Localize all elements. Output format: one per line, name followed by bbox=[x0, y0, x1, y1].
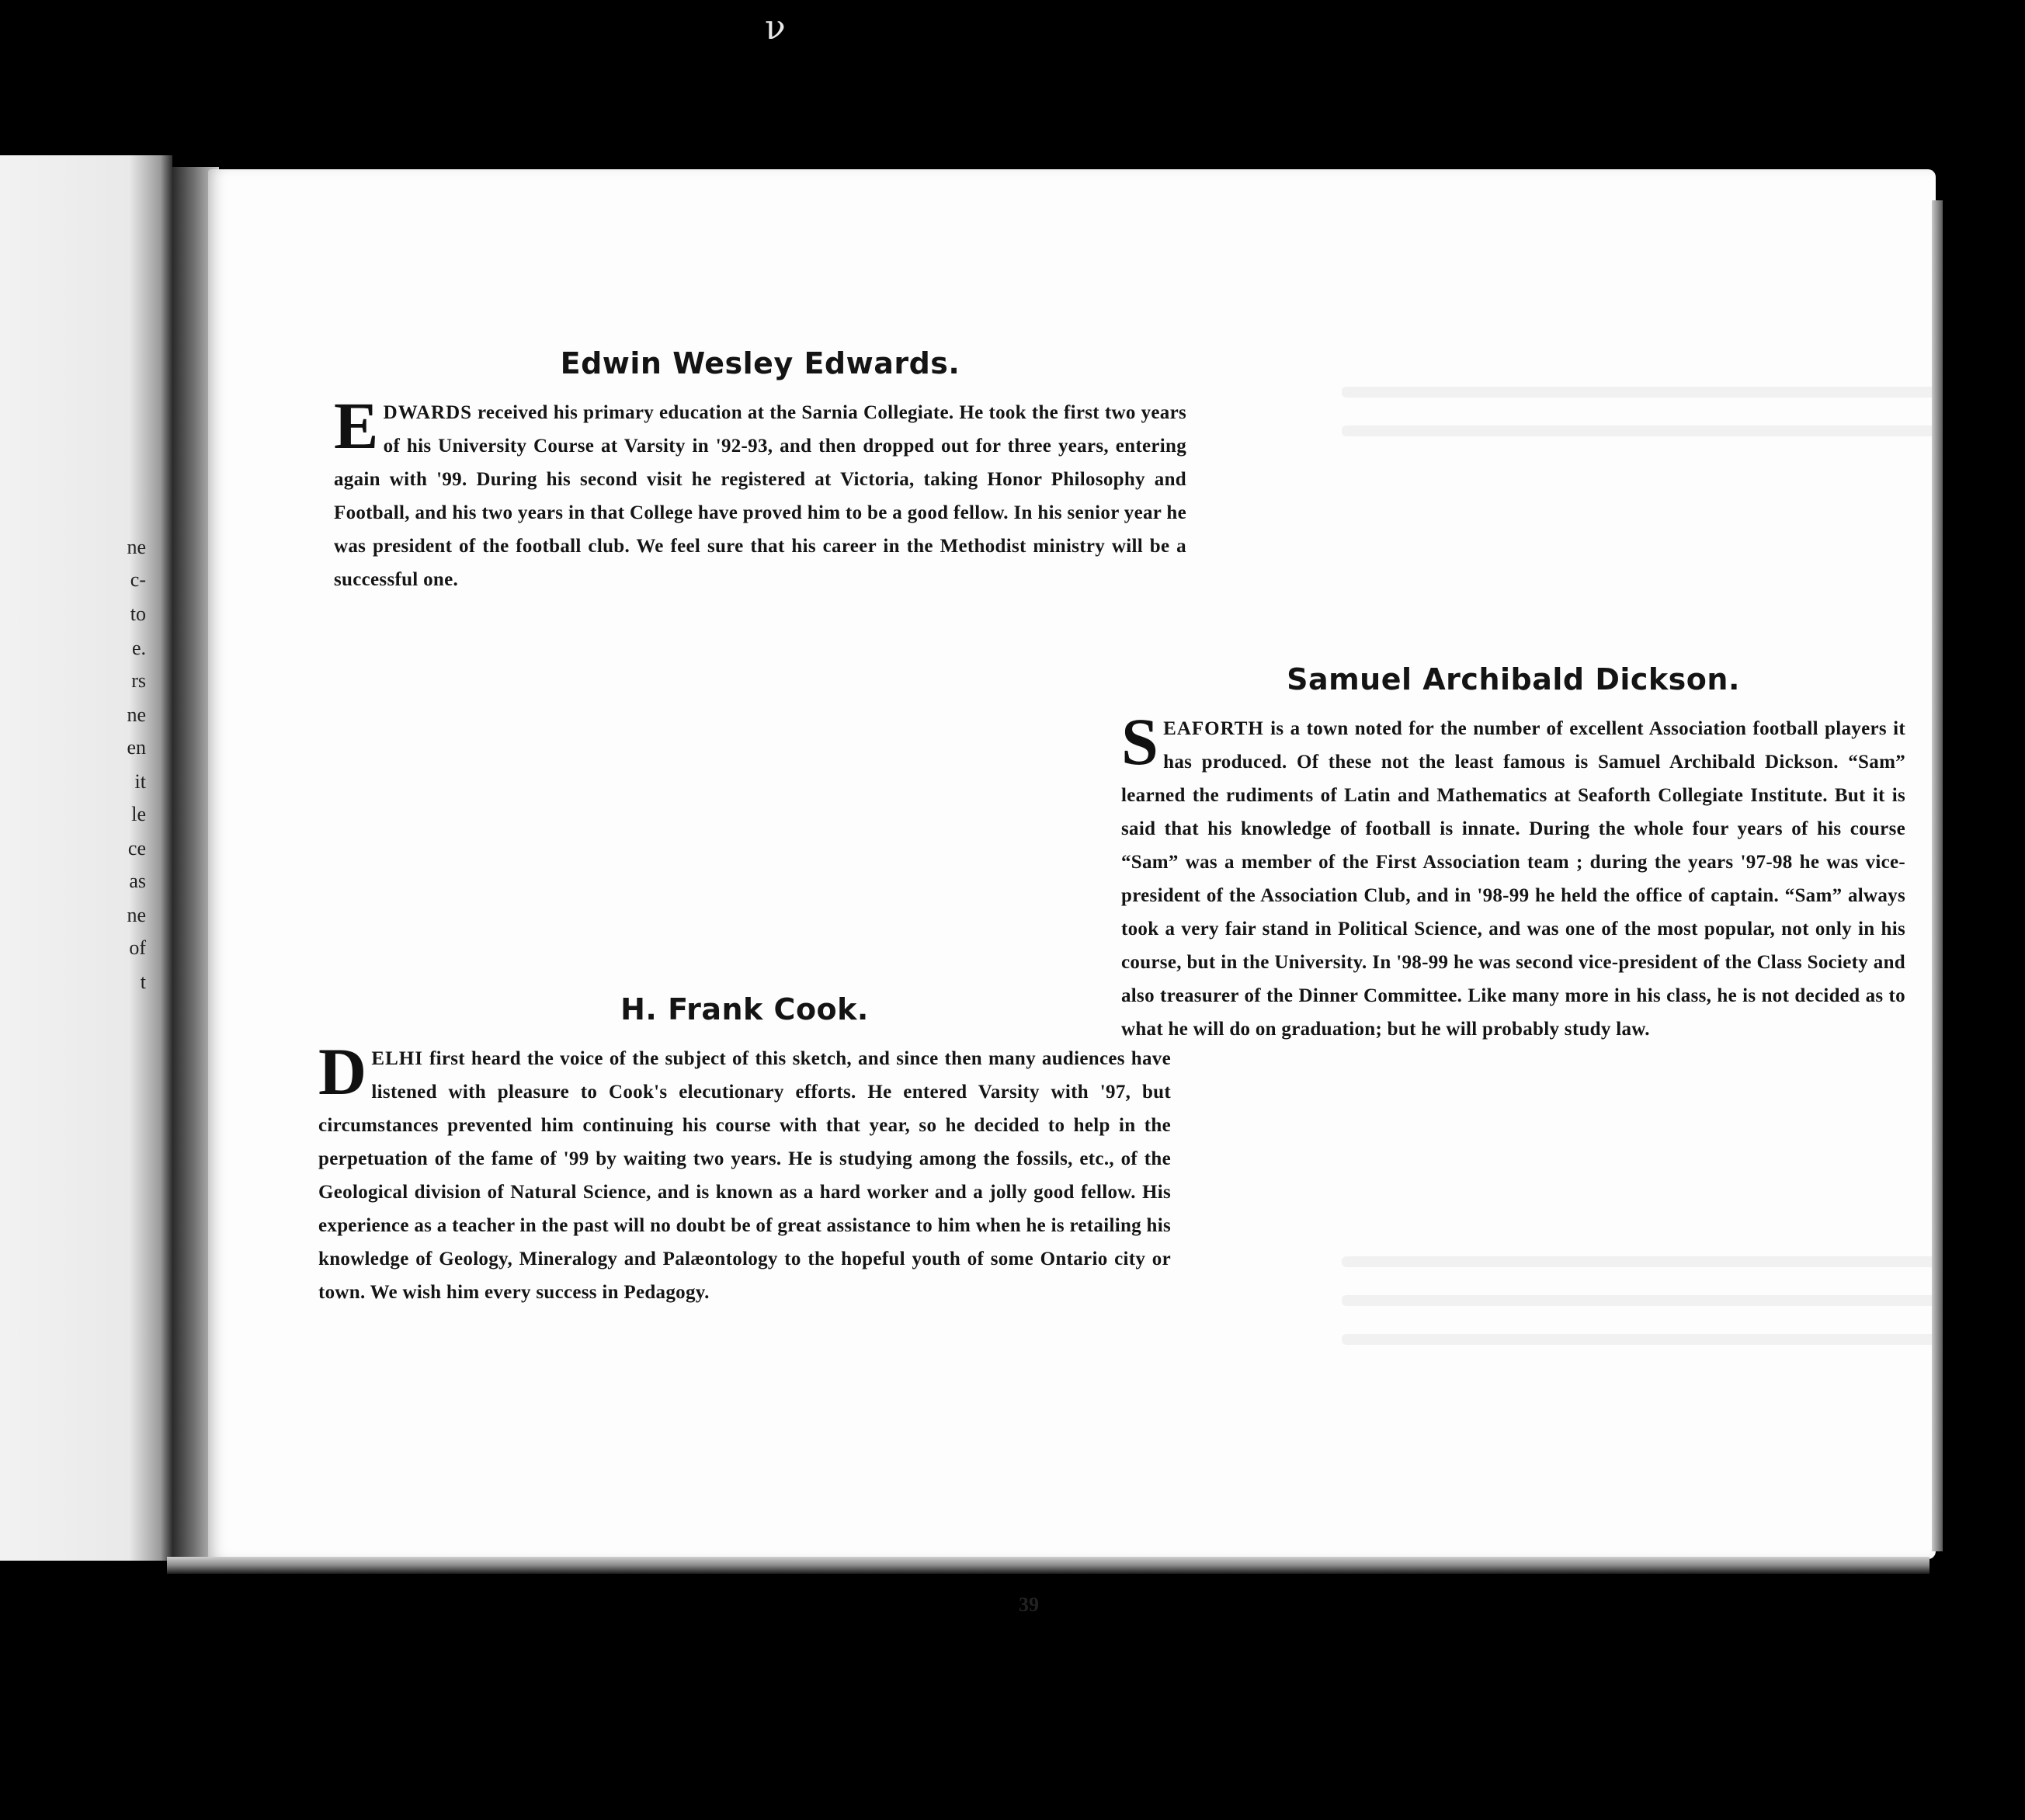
bleed-through bbox=[1342, 425, 1936, 436]
bleed-through bbox=[1342, 1256, 1936, 1267]
page-bottom-edge bbox=[167, 1557, 1929, 1574]
left-page-fragment: ne bbox=[127, 703, 146, 726]
left-page-fragment: le bbox=[131, 803, 146, 825]
article-title: Edwin Wesley Edwards. bbox=[560, 346, 960, 380]
left-page-edge bbox=[0, 155, 172, 1561]
left-page-fragment: e. bbox=[131, 637, 146, 659]
article-edwards bbox=[334, 346, 1186, 596]
page-right-edge bbox=[1932, 200, 1943, 1551]
left-page-fragment: to bbox=[130, 603, 146, 625]
page-number: 39 bbox=[1019, 1593, 1039, 1616]
drop-cap: D bbox=[318, 1034, 367, 1109]
article-text: received his primary education at the Sarnia Collegiate. He took the first two years of his University Course at Varsity in '92-93, and then dropped out for three years, entering again with '99. During his second visit he registered at Victoria, taking Honor Philosophy and Football, and his two years in that College have proved him to be a good fellow. In his senior year he was president of the football club. We feel sure that his career in the Methodist ministry will be a successful one. bbox=[334, 402, 1186, 590]
scan-artifact: ν bbox=[765, 8, 786, 47]
left-page-fragment: of bbox=[129, 936, 146, 959]
article-cook bbox=[318, 992, 1171, 1309]
article-text: first heard the voice of the subject of this sketch, and since then many audiences have listened with pleasure to Cook's elecutionary efforts. He entered Varsity with '97, but circumstances prevented him continuing his course with that year, so he decided to help in the perpetuation of the fame of '99 by waiting two years. He is studying among the fossils, etc., of the Geological division of Natural Science, and is known as a hard worker and a jolly good fellow. His experience as a teacher in the past will no doubt be of great assistance to him when he is retailing his knowledge of Geology, Mineralogy and Palæontology to the hopeful youth of some Ontario city or town. We wish him every success in Pedagogy. bbox=[318, 1048, 1171, 1303]
left-page-fragment: it bbox=[134, 770, 146, 793]
bleed-through bbox=[1342, 387, 1936, 398]
main-page bbox=[208, 169, 1936, 1559]
left-page-fragment: ce bbox=[127, 837, 146, 860]
left-page-fragment: ne bbox=[127, 904, 146, 926]
lead-word: DWARDS bbox=[383, 402, 473, 423]
left-page-fragment: en bbox=[127, 736, 146, 759]
left-page-fragment: t bbox=[140, 971, 146, 993]
bleed-through bbox=[1342, 1295, 1936, 1306]
article-dickson bbox=[1121, 662, 1905, 1046]
bleed-through bbox=[1342, 1334, 1936, 1345]
article-body bbox=[1121, 704, 1905, 1046]
drop-cap: S bbox=[1121, 704, 1159, 779]
left-page-fragment: ne bbox=[127, 536, 146, 558]
lead-word: EAFORTH bbox=[1163, 718, 1264, 739]
article-body bbox=[318, 1034, 1171, 1309]
left-page-fragment: as bbox=[129, 870, 146, 892]
left-page-fragment: c- bbox=[130, 568, 146, 591]
article-body bbox=[334, 388, 1186, 596]
article-title: H. Frank Cook. bbox=[620, 992, 869, 1026]
article-title: Samuel Archibald Dickson. bbox=[1287, 662, 1740, 696]
lead-word: ELHI bbox=[371, 1048, 423, 1069]
drop-cap: E bbox=[334, 388, 379, 463]
article-text: is a town noted for the number of excellent Association football players it has produced. Of these not the least famous is Samuel Archibald Dickson. “Sam” learned the rudiments of Latin and Mathematics at Seaforth Collegiate Institute. But it is said that his knowledge of football is innate. During the whole four years of his course “Sam” was a member of the First Association team ; during the years '97-98 he was vice-president of the Association Club, and in '98-99 he held the office of captain. “Sam” always took a very fair stand in Political Science, and was one of the most popular, not only in his course, but in the University. In '98-99 he was second vice-president of the Class Society and also treasurer of the Dinner Committee. Like many more in his class, he is not decided as to what he will do on graduation; but he will probably study law. bbox=[1121, 718, 1905, 1040]
left-page-fragment: rs bbox=[131, 669, 146, 692]
